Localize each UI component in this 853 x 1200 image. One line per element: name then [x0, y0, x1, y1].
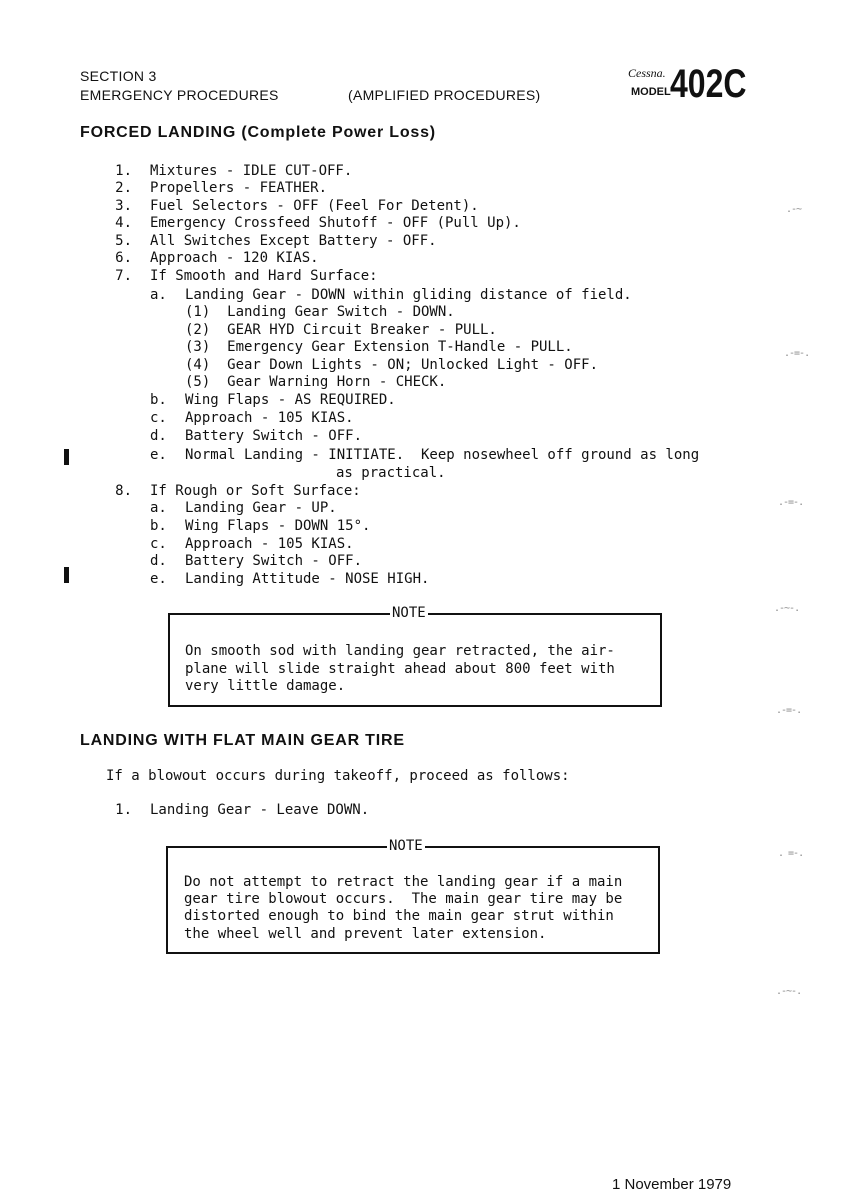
- step-number: 7.: [115, 268, 132, 284]
- substep-letter: a.: [150, 287, 167, 303]
- scan-speck: .-~-.: [776, 986, 802, 997]
- scan-speck: .-=-.: [778, 497, 804, 508]
- footer-date: 1 November 1979: [612, 1176, 732, 1193]
- chapter-label: EMERGENCY PROCEDURES: [80, 87, 279, 103]
- substep-text: Landing Attitude - NOSE HIGH.: [185, 571, 430, 587]
- substep-letter: a.: [150, 500, 167, 516]
- substep-text: Landing Gear - DOWN within gliding distance of field.: [185, 287, 632, 303]
- note-line: On smooth sod with landing gear retracted, the air-: [185, 643, 615, 659]
- substep-text: Battery Switch - OFF.: [185, 553, 363, 569]
- logo-model-label: MODEL: [631, 86, 671, 98]
- sub-substep: (4) Gear Down Lights - ON; Unlocked Light - OFF.: [185, 357, 599, 373]
- note-line: the wheel well and prevent later extension.: [184, 926, 547, 942]
- step-number: 4.: [115, 215, 132, 231]
- scan-speck: .-=-.: [784, 348, 810, 359]
- step-text: Landing Gear - Leave DOWN.: [150, 802, 370, 818]
- substep-continuation: as practical.: [336, 465, 446, 481]
- note-line: very little damage.: [185, 678, 346, 694]
- note-line: plane will slide straight ahead about 800 feet with: [185, 661, 615, 677]
- step-text: If Rough or Soft Surface:: [150, 483, 361, 499]
- sub-substep: (3) Emergency Gear Extension T-Handle - PULL.: [185, 339, 573, 355]
- step-number: 2.: [115, 180, 132, 196]
- substep-letter: c.: [150, 410, 167, 426]
- scan-speck: .-=-.: [776, 705, 802, 716]
- step-text: If Smooth and Hard Surface:: [150, 268, 378, 284]
- step-text: Mixtures - IDLE CUT-OFF.: [150, 163, 353, 179]
- sub-substep: (5) Gear Warning Horn - CHECK.: [185, 374, 447, 390]
- sub-substep: (2) GEAR HYD Circuit Breaker - PULL.: [185, 322, 497, 338]
- step-number: 3.: [115, 198, 132, 214]
- substep-letter: d.: [150, 428, 167, 444]
- section-label: SECTION 3: [80, 68, 157, 84]
- note-label: NOTE: [389, 838, 423, 854]
- cessna-model-logo: [628, 62, 758, 108]
- note-line: Do not attempt to retract the landing gear if a main: [184, 874, 623, 890]
- step-number: 8.: [115, 483, 132, 499]
- note-label: NOTE: [392, 605, 426, 621]
- flat-tire-intro: If a blowout occurs during takeoff, proceed as follows:: [106, 768, 570, 784]
- step-text: Fuel Selectors - OFF (Feel For Detent).: [150, 198, 479, 214]
- step-number: 6.: [115, 250, 132, 266]
- scan-speck: . =-.: [778, 848, 804, 859]
- logo-model-number: 402C: [670, 62, 747, 106]
- revision-bar: [64, 567, 69, 583]
- step-text: Approach - 120 KIAS.: [150, 250, 319, 266]
- substep-letter: b.: [150, 518, 167, 534]
- flat-tire-title: LANDING WITH FLAT MAIN GEAR TIRE: [80, 732, 405, 749]
- step-text: All Switches Except Battery - OFF.: [150, 233, 437, 249]
- sub-substep: (1) Landing Gear Switch - DOWN.: [185, 304, 455, 320]
- logo-brand: Cessna.: [628, 66, 666, 80]
- substep-letter: c.: [150, 536, 167, 552]
- revision-bar: [64, 449, 69, 465]
- substep-letter: b.: [150, 392, 167, 408]
- substep-text: Wing Flaps - DOWN 15°.: [185, 518, 371, 534]
- substep-text: Battery Switch - OFF.: [185, 428, 363, 444]
- substep-text: Normal Landing - INITIATE. Keep nosewheel off ground as long: [185, 447, 700, 463]
- substep-text: Wing Flaps - AS REQUIRED.: [185, 392, 396, 408]
- note-line: distorted enough to bind the main gear strut within: [184, 908, 614, 924]
- step-text: Emergency Crossfeed Shutoff - OFF (Pull Up).: [150, 215, 521, 231]
- substep-letter: e.: [150, 571, 167, 587]
- substep-text: Approach - 105 KIAS.: [185, 410, 354, 426]
- step-number: 1.: [115, 163, 132, 179]
- step-number: 5.: [115, 233, 132, 249]
- note-line: gear tire blowout occurs. The main gear tire may be: [184, 891, 623, 907]
- substep-text: Approach - 105 KIAS.: [185, 536, 354, 552]
- subtitle-label: (AMPLIFIED PROCEDURES): [348, 87, 541, 103]
- scan-speck: .-~-.: [774, 603, 800, 614]
- substep-letter: e.: [150, 447, 167, 463]
- substep-text: Landing Gear - UP.: [185, 500, 337, 516]
- scan-speck: .-~: [786, 204, 802, 215]
- substep-letter: d.: [150, 553, 167, 569]
- step-text: Propellers - FEATHER.: [150, 180, 328, 196]
- step-number: 1.: [115, 802, 132, 818]
- forced-landing-title: FORCED LANDING (Complete Power Loss): [80, 124, 436, 141]
